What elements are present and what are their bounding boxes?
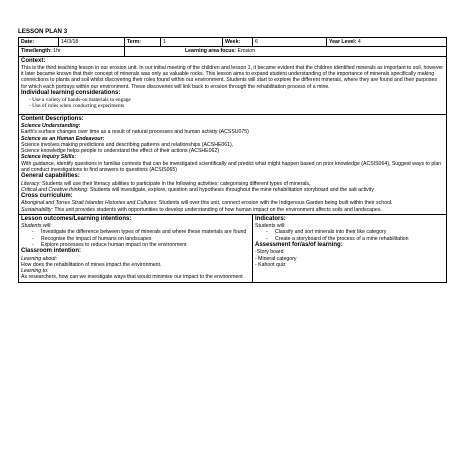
science-human-endeavour-text-2: Science knowledge helps people to understand the effect of their actions (ACSHE062) xyxy=(21,148,220,155)
content-heading: Content Descriptions: xyxy=(21,115,84,122)
aboriginal-text: Students will over this unit, connect erosion with the Indigenous Garden being built within their school. xyxy=(157,200,393,207)
literacy-text: Students will use their literacy abilities to participate in the following activities: categorising different types of minerals, xyxy=(40,180,311,187)
indicators-heading: Indicators: xyxy=(255,215,286,222)
science-inquiry-heading: Science Inquiry Skills: xyxy=(21,154,77,161)
outcomes-row xyxy=(19,214,447,282)
indicators-list xyxy=(255,229,444,242)
learning-to-label: Learning to: xyxy=(21,268,49,275)
content-row xyxy=(19,114,447,214)
list-item: - Explore processes to reduce human impact on the environment xyxy=(41,242,250,248)
list-item: - Investigate the difference between types of minerals and where these materials are found xyxy=(41,229,250,235)
science-human-endeavour-heading: Science as an Human Endeavour: xyxy=(21,135,105,142)
literacy-label: Literacy: xyxy=(21,180,41,187)
general-capabilities-heading: General capabilities: xyxy=(21,173,80,180)
classroom-intention-heading: Classroom intention: xyxy=(21,248,82,255)
indicators-cell xyxy=(253,214,447,282)
focus-value: Erosion xyxy=(237,48,256,55)
week-value: 6 xyxy=(255,39,258,45)
learning-about-label: Learning about: xyxy=(21,255,58,262)
learning-to-text: As researchers, how can we investigate ways that would minimise our impact to the environment xyxy=(21,274,243,281)
term-value-cell xyxy=(161,38,223,47)
header-row-time xyxy=(19,47,447,56)
assessment-heading: Assessment for/as/of learning: xyxy=(255,242,343,249)
outcomes-students-will: Students will: xyxy=(21,223,52,230)
outcomes-heading: Lesson outcomes/Learning intentions: xyxy=(21,215,132,222)
content-cell xyxy=(19,114,447,214)
year-cell xyxy=(327,38,447,47)
science-understanding-text: Earth's surface changes over time as a result of natural processes and human activity (ACSSU075) xyxy=(21,129,249,136)
term-label-cell xyxy=(125,38,161,47)
date-label-cell xyxy=(19,38,59,47)
critical-thinking-text: Students will investigate, explore, question and hypothesis throughout the mine rehabilitation storyboard and the salt activity xyxy=(88,186,374,193)
outcomes-cell xyxy=(19,214,253,282)
context-row xyxy=(19,56,447,114)
list-item: - Recognise the impact of humans on landscapes xyxy=(41,236,250,242)
week-label-cell xyxy=(223,38,253,47)
considerations-list xyxy=(21,97,444,110)
outcomes-list xyxy=(21,229,250,248)
week-value-cell xyxy=(253,38,327,47)
year-value: 4 xyxy=(357,39,361,45)
sustainability-label: Sustainability: xyxy=(21,206,54,213)
aboriginal-label: Aboriginal and Torres Strait Islander Histories and Cultures: xyxy=(21,200,158,207)
date-label: Date: xyxy=(21,39,34,45)
year-label: Year Level: xyxy=(329,39,357,45)
lesson-plan-title: LESSON PLAN 3 xyxy=(18,28,68,35)
focus-label: Learning area focus: xyxy=(185,48,237,55)
week-label: Week: xyxy=(225,39,241,45)
cross-curriculum-heading: Cross curriculum: xyxy=(21,193,73,200)
list-item: - Classify and sort minerals into their like category xyxy=(275,229,444,235)
sustainability-text: This unit provides students with opportunities to develop understanding of how human impact on the environment affects soils and landscapes. xyxy=(53,206,382,213)
context-heading: Context: xyxy=(21,57,46,64)
focus-cell xyxy=(125,47,447,56)
considerations-heading: Individual learning considerations: xyxy=(21,89,121,96)
time-label: Time/length: xyxy=(21,48,52,55)
term-value: 1 xyxy=(163,39,166,45)
science-inquiry-text: With guidance, identify questions in familiar contexts that can be investigated scientifically and predict what might happen based on prior knowledge (ACSIS064), Suggest ways to plan and conduct investigations to find answers to questions (ACSIS065) xyxy=(21,160,442,174)
assessment-item: - Kahoot quiz xyxy=(255,261,286,268)
assessment-item: - Mineral category xyxy=(255,255,297,262)
list-item: - Create a storyboard of the process of a mine rehabilitation xyxy=(275,236,444,242)
time-value: 1hr xyxy=(53,48,61,55)
learning-about-text: How does the rehabilitation of mines impact the environment. xyxy=(21,261,162,268)
assessment-item: -Story board xyxy=(255,249,284,256)
header-row-date xyxy=(19,38,447,47)
sustainability-paragraph xyxy=(21,207,444,213)
date-value-cell xyxy=(59,38,125,47)
lesson-plan-table xyxy=(18,37,447,283)
date-value: 14/3/18 xyxy=(61,39,79,45)
context-text: This is the third teaching lesson in our erosion unit. In our initial meeting of the children and lesson 1, it became evident that the children identified minerals as important to soil, however it later became known that their concept of minerals was only as valuable rocks. This lesson aims to expand student understanding of the importance of minerals specifically making connections to plants and soil whilst discovering their roles found within our environment. Students will start to explore the different minerals, where they are found and their purposes for which each portrays within our environment. These discoveries will link back to erosion through the rehabilitation process of a mine. xyxy=(21,64,444,90)
critical-thinking-label: Critical and Creative thinking: xyxy=(21,186,89,193)
list-item: - Use a variety of hands-on materials to engage xyxy=(35,97,444,103)
list-item: - Use of roles when conducting experiments xyxy=(35,103,444,109)
indicators-students-will: Students will: xyxy=(255,223,286,230)
lesson-plan-page xyxy=(18,28,446,283)
science-understanding-heading: Science Understanding: xyxy=(21,122,81,129)
term-label: Term: xyxy=(127,39,142,45)
science-human-endeavour-text-1: Science involves making predictions and describing patterns and relationships (ACSHE061), xyxy=(21,141,234,148)
time-cell xyxy=(19,47,125,56)
context-cell xyxy=(19,56,447,114)
